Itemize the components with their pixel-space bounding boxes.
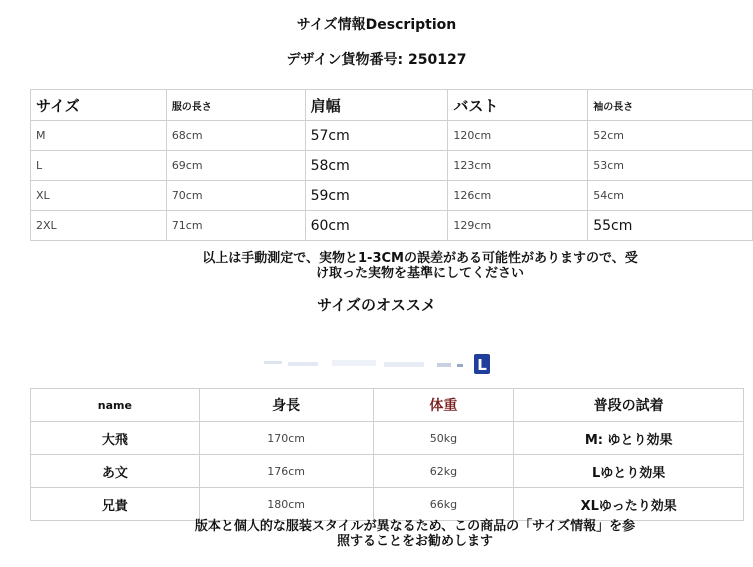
recommend-table-header-row — [31, 389, 744, 422]
length-cell: 71cm — [166, 211, 305, 241]
person-name-cell: あ文 — [31, 455, 200, 488]
weight-cell: 66kg — [373, 488, 514, 521]
recommend-title: サイズのオススメ — [317, 296, 436, 314]
size-header-length: 服の長さ — [166, 90, 305, 121]
rec-header-weight: 体重 — [373, 389, 514, 422]
bust-cell: 120cm — [448, 121, 588, 151]
size-header-bust: バスト — [448, 90, 588, 121]
sleeve-cell: 52cm — [588, 121, 753, 151]
weight-cell: 62kg — [373, 455, 514, 488]
rec-header-height: 身長 — [199, 389, 373, 422]
shoulder-cell: 60cm — [305, 211, 448, 241]
table-row — [31, 151, 753, 181]
size-header-shoulder: 肩幅 — [305, 90, 448, 121]
length-cell: 69cm — [166, 151, 305, 181]
fit-cell: M: ゆとり効果 — [514, 422, 744, 455]
size-cell: 2XL — [31, 211, 167, 241]
sleeve-cell: 54cm — [588, 181, 753, 211]
rec-header-fit: 普段の試着 — [514, 389, 744, 422]
shoulder-cell: 59cm — [305, 181, 448, 211]
style-note: 版本と個人的な服装スタイルが異なるため、この商品の「サイズ情報」を参照することをお勧めします — [194, 519, 636, 549]
size-table — [30, 89, 753, 241]
fit-cell: Lゆとり効果 — [514, 455, 744, 488]
size-cell: XL — [31, 181, 167, 211]
page-title: サイズ情報Description — [296, 17, 457, 33]
brand-logo — [262, 352, 494, 376]
bust-cell: 126cm — [448, 181, 588, 211]
rec-header-name: name — [31, 389, 200, 422]
recommend-table — [30, 388, 744, 521]
sleeve-cell: 55cm — [588, 211, 753, 241]
fit-cell: XLゆったり効果 — [514, 488, 744, 521]
shoulder-cell: 58cm — [305, 151, 448, 181]
table-row — [31, 211, 753, 241]
sleeve-cell: 53cm — [588, 151, 753, 181]
table-row — [31, 181, 753, 211]
bust-cell: 123cm — [448, 151, 588, 181]
table-row — [31, 488, 744, 521]
table-row — [31, 422, 744, 455]
size-cell: L — [31, 151, 167, 181]
size-cell: M — [31, 121, 167, 151]
person-name-cell: 大飛 — [31, 422, 200, 455]
bust-cell: 129cm — [448, 211, 588, 241]
table-row — [31, 121, 753, 151]
size-header-sleeve: 袖の長さ — [588, 90, 753, 121]
height-cell: 180cm — [199, 488, 373, 521]
height-cell: 176cm — [199, 455, 373, 488]
logo-letter: L — [477, 356, 487, 374]
height-cell: 170cm — [199, 422, 373, 455]
length-cell: 70cm — [166, 181, 305, 211]
size-table-header-row — [31, 90, 753, 121]
table-row — [31, 455, 744, 488]
person-name-cell: 兄貴 — [31, 488, 200, 521]
shoulder-cell: 57cm — [305, 121, 448, 151]
size-header-size: サイズ — [31, 90, 167, 121]
length-cell: 68cm — [166, 121, 305, 151]
measurement-note: 以上は手動測定で、実物と1-3CMの誤差がある可能性がありますので、受け取った実物を基準にしてください — [202, 251, 638, 281]
design-number: デザイン貨物番号: 250127 — [286, 52, 467, 68]
weight-cell: 50kg — [373, 422, 514, 455]
